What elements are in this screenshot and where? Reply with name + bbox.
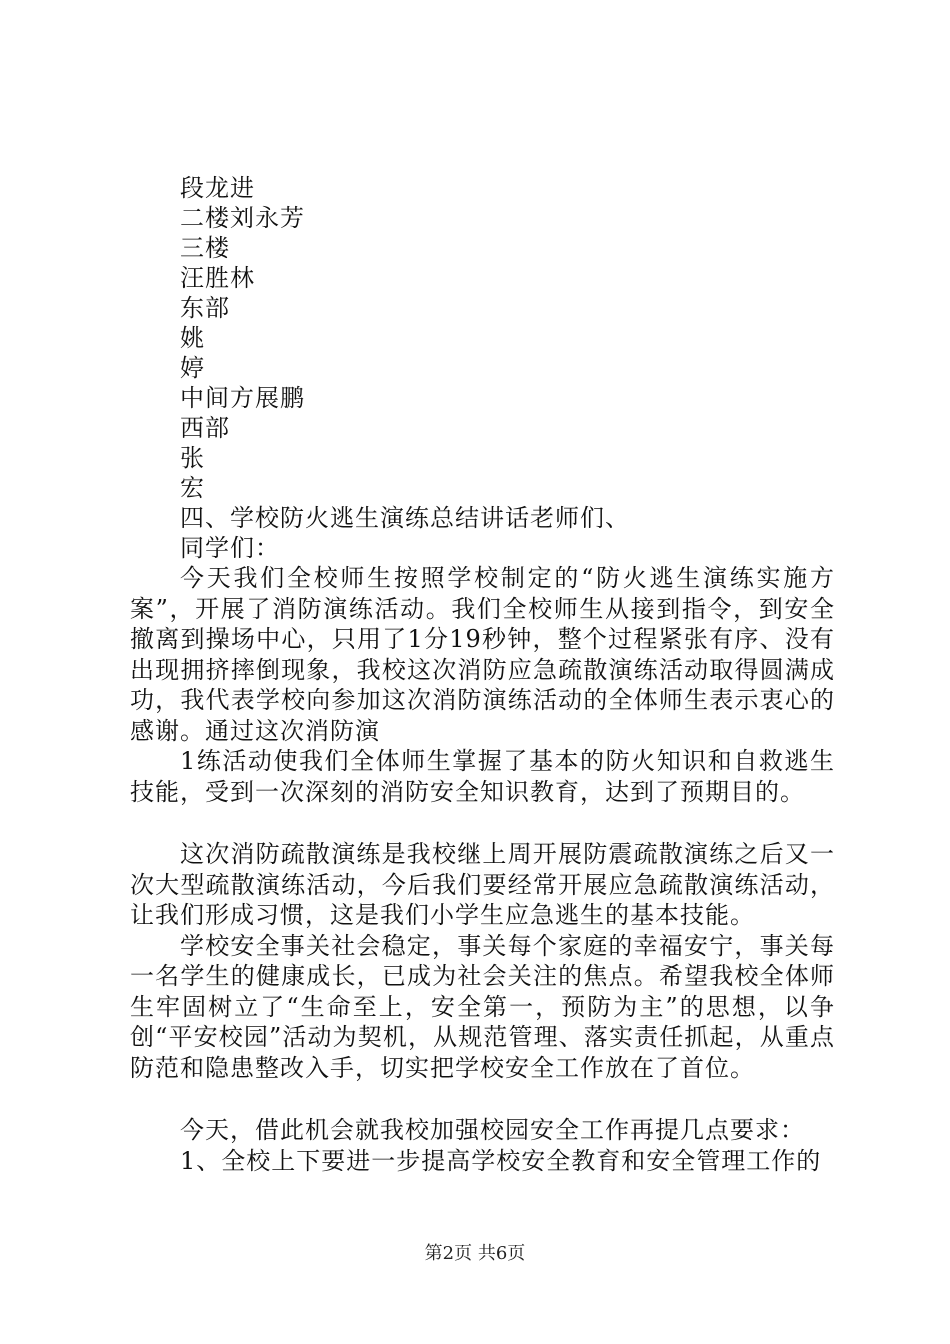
document-body [130,173,835,1176]
list-line: 中间方展鹏 [180,384,305,412]
list-line: 姚 [180,324,205,352]
section-heading: 四、学校防火逃生演练总结讲话老师们、 [180,504,630,532]
list-line: 宏 [180,474,205,502]
paragraph: 学校安全事关社会稳定，事关每个家庭的幸福安宁，事关每一名学生的健康成长，已成为社会关注的焦点。希望我校全体师生牢固树立了“生命至上，安全第一，预防为主”的思想，以争创“平安校园”活动为契机，从规范管理、落实责任抓起，从重点防范和隐患整改入手，切实把学校安全工作放在了首位。 [130,931,835,1082]
paragraph: 这次消防疏散演练是我校继上周开展防震疏散演练之后又一次大型疏散演练活动，今后我们要经常开展应急疏散演练活动，让我们形成习惯，这是我们小学生应急逃生的基本技能。 [130,840,835,929]
list-line: 张 [180,444,205,472]
list-line: 二楼刘永芳 [180,204,305,232]
list-line: 汪胜林 [180,264,255,292]
paragraph: 今天，借此机会就我校加强校园安全工作再提几点要求： [180,1116,805,1144]
paragraph: 1练活动使我们全体师生掌握了基本的防火知识和自救逃生技能，受到一次深刻的消防安全知识教育，达到了预期目的。 [130,747,835,806]
list-line: 东部 [180,294,230,322]
paragraph: 今天我们全校师生按照学校制定的“防火逃生演练实施方案”，开展了消防演练活动。我们全校师生从接到指令，到安全撤离到操场中心，只用了1分19秒钟，整个过程紧张有序、没有出现拥挤摔倒现象，我校这次消防应急疏散演练活动取得圆满成功，我代表学校向参加这次消防演练活动的全体师生表示衷心的感谢。通过这次消防演 [130,564,835,745]
paragraph-gap [130,807,835,839]
list-line: 段龙进 [180,174,255,202]
salutation: 同学们： [180,534,280,562]
list-line: 婷 [180,354,205,382]
paragraph-gap [130,1083,835,1115]
paragraph: 1、全校上下要进一步提高学校安全教育和安全管理工作的 [180,1146,822,1175]
page-footer: 第2页 共6页 [424,1243,526,1264]
list-line: 三楼 [180,234,230,262]
list-line: 西部 [180,414,230,442]
